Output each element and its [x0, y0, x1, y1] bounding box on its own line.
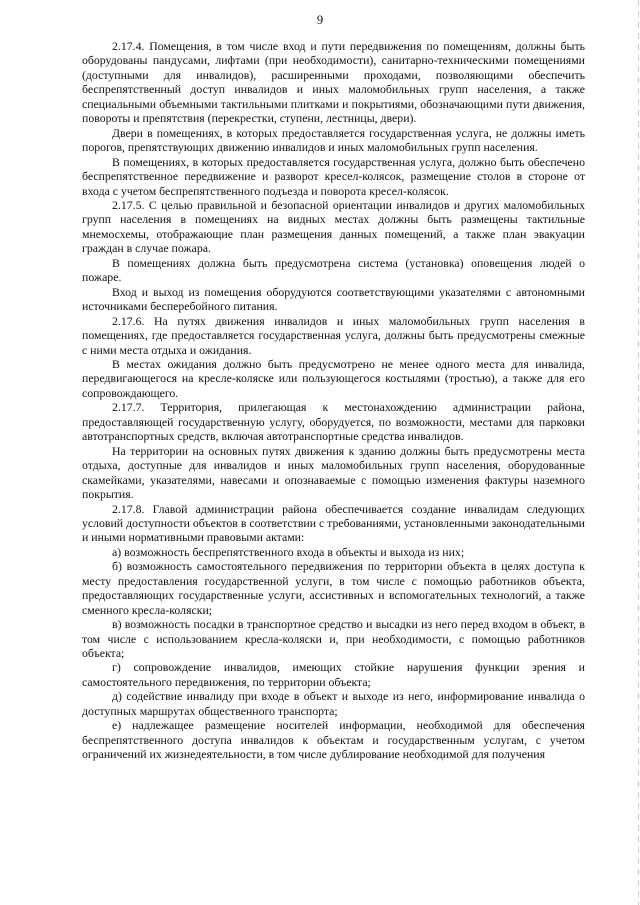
- document-body: [82, 39, 585, 762]
- list-item-e: е) надлежащее размещение носителей информации, необходимой для обеспечения беспрепятственного доступа инвалидов к объектам и государственным услугам, с учетом ограничений их жизнедеятельности, в том числе дублирование необходимой для получения: [82, 718, 585, 762]
- scan-edge-line: [638, 0, 639, 905]
- paragraph-waiting-places: В местах ожидания должно быть предусмотрено не менее одного места для инвалида, передвигающегося на кресле-коляске или пользующегося костылями (тростью), а также для его сопровождающего.: [82, 356, 585, 400]
- paragraph-2-17-6: 2.17.6. На путях движения инвалидов и иных маломобильных групп населения в помещениях, где предоставляется государственная услуга, должны быть предусмотрены смежные с ними места отдыха и ожидания.: [82, 313, 585, 357]
- list-item-d: д) содействие инвалиду при входе в объект и выходе из него, информирование инвалида о доступных маршрутах общественного транспорта;: [82, 689, 585, 718]
- paragraph-doors: Двери в помещениях, в которых предоставляется государственная услуга, не должны иметь порогов, препятствующих движению инвалидов и иных маломобильных групп населения.: [82, 125, 585, 155]
- list-item-a: а) возможность беспрепятственного входа в объекты и выхода из них;: [112, 544, 465, 559]
- paragraph-2-17-7: 2.17.7. Территория, прилегающая к местонахождению администрации района, предоставляющей государственную услугу, оборудуется, по возможности, местами для парковки автотранспортных средств, включая автотранспортные средства инвалидов.: [82, 400, 585, 444]
- list-item-b: б) возможность самостоятельного передвижения по территории объекта в целях доступа к месту предоставления государственной услуги, в том числе с помощью работников объекта, предоставляющих государственные услуги, ассистивных и вспомогательных технологий, а также сменного кресла-коляски;: [82, 559, 585, 617]
- paragraph-2-17-4: 2.17.4. Помещения, в том числе вход и пути передвижения по помещениям, должны быть оборудованы пандусами, лифтами (при необходимости), санитарно-техническими помещениями (доступными для инвалидов), расширенными проходами, позволяющими обеспечить беспрепятственный доступ инвалидов и иных маломобильных групп населения, а также специальными объемными тактильными плитками и покрытиями, обозначающими пути движения, повороты и препятствия (перекрестки, ступени, лестницы, двери).: [82, 39, 585, 126]
- paragraph-entrance-exit: Вход и выход из помещения оборудуются соответствующими указателями с автономными источниками бесперебойного питания.: [82, 284, 585, 314]
- paragraph-wheelchair-movement: В помещениях, в которых предоставляется государственная услуга, должно быть обеспечено беспрепятственное передвижение и разворот кресел-колясок, размещение столов в стороне от входа с учетом беспрепятственного подъезда и поворота кресел-колясок.: [82, 154, 585, 198]
- paragraph-rest-places: На территории на основных путях движения к зданию должны быть предусмотрены места отдыха, доступные для инвалидов и иных маломобильных групп населения, оборудованные скамейками, указателями, навесами и опознаваемые с помощью изменения фактуры наземного покрытия.: [82, 443, 585, 502]
- page-number: 9: [316, 13, 324, 27]
- list-item-g: г) сопровождение инвалидов, имеющих стойкие нарушения функции зрения и самостоятельного передвижения, по территории объекта;: [82, 660, 585, 689]
- list-item-v: в) возможность посадки в транспортное средство и высадки из него перед входом в объект, в том числе с использованием кресла-коляски и, при необходимости, с помощью работников объекта;: [82, 617, 585, 661]
- paragraph-fire-alarm: В помещениях должна быть предусмотрена система (установка) оповещения людей о пожаре.: [82, 255, 585, 285]
- paragraph-2-17-5: 2.17.5. С целью правильной и безопасной ориентации инвалидов и других маломобильных групп населения в помещениях на видных местах должны быть размещены тактильные мнемосхемы, отображающие план размещения данных помещений, а также план эвакуации граждан в случае пожара.: [82, 197, 585, 256]
- paragraph-2-17-8: 2.17.8. Главой администрации района обеспечивается создание инвалидам следующих условий доступности объектов в соответствии с требованиями, установленными законодательными и иными нормативными правовыми актами:: [82, 501, 585, 545]
